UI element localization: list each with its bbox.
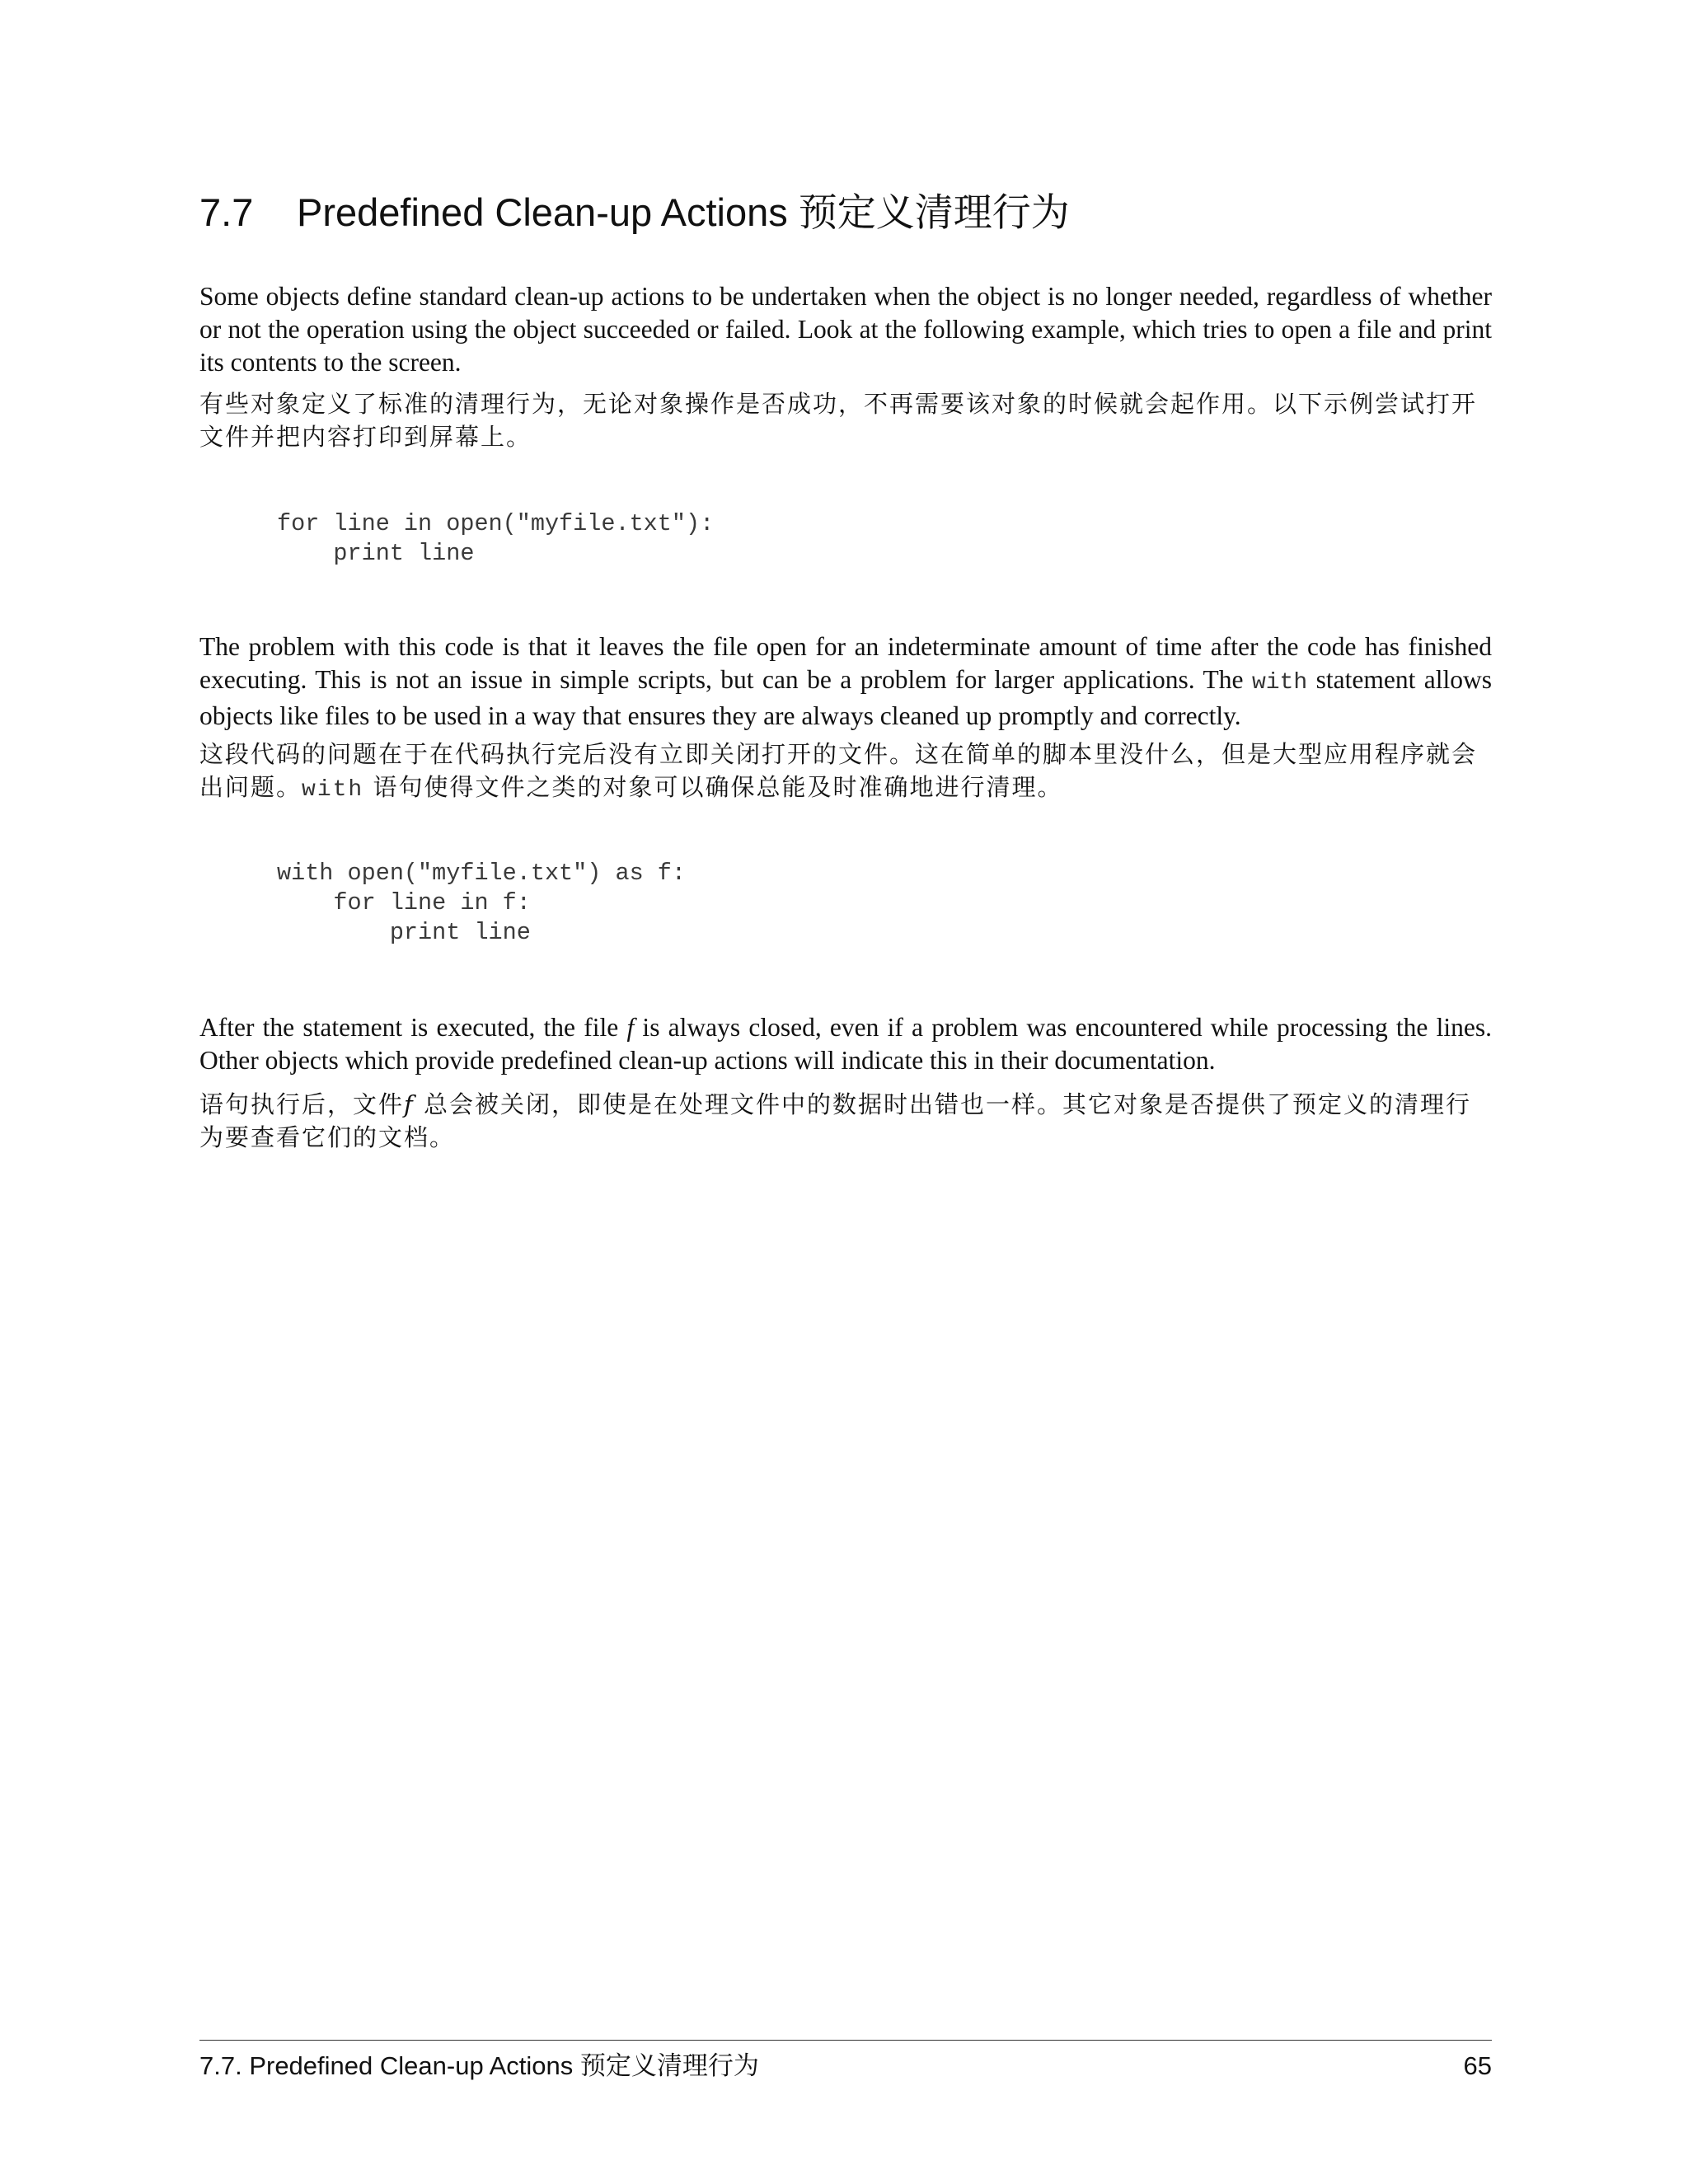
paragraph-intro-zh: 有些对象定义了标准的清理行为，无论对象操作是否成功，不再需要该对象的时候就会起作用。以下示例尝试打开文件并把内容打印到屏幕上。: [199, 390, 1478, 451]
code-block-open-file: for line in open("myfile.txt"): print line: [277, 510, 715, 567]
section-heading: [199, 188, 1070, 237]
footer-divider: [199, 2040, 1492, 2041]
code-block-with-statement: with open("myfile.txt") as f: for line in f: print line: [277, 860, 686, 946]
with-keyword: with: [1251, 670, 1308, 696]
file-variable: f: [626, 1013, 635, 1042]
closing-text-end: is always closed, even if a problem was encountered while processing the lines. Other objects which provide predefined clean-up actions will indicate this in their documentation.: [199, 1013, 1492, 1075]
closing-zh-end: 总会被关闭，即使是在处理文件中的数据时出错也一样。其它对象是否提供了预定义的清理行为要查看它们的文档。: [199, 1090, 1471, 1151]
problem-zh-start: 这段代码的问题在于在代码执行完后没有立即关闭打开的文件。这在简单的脚本里没什么，但是大型应用程序就会出问题。: [199, 740, 1478, 801]
paragraph-problem-en: [199, 630, 1492, 733]
with-keyword-zh: with: [302, 777, 364, 803]
problem-text-end: statement allows objects like files to be used in a way that ensures they are always cleaned up promptly and correctly.: [199, 665, 1492, 730]
paragraph-closing-en: [199, 1011, 1492, 1077]
closing-zh-start: 语句执行后，文件: [199, 1090, 405, 1118]
section-title: Predefined Clean-up Actions 预定义清理行为: [297, 190, 1070, 234]
page-number: 65: [1463, 2051, 1492, 2080]
paragraph-closing-zh: [199, 1088, 1492, 1154]
paragraph-problem-zh: [199, 738, 1492, 807]
footer-section-title: 7.7. Predefined Clean-up Actions 预定义清理行为: [199, 2051, 759, 2080]
section-number: 7.7: [199, 190, 254, 234]
file-variable-zh: f: [404, 1090, 415, 1118]
paragraph-intro-en: Some objects define standard clean-up actions to be undertaken when the object is no longer needed, regardless of whether or not the operation using the object succeeded or failed. Look at the following example, which tries to open a file and print its contents to the screen.: [199, 282, 1492, 377]
problem-text-start: The problem with this code is that it leaves the file open for an indeterminate amount of time after the code has finished executing. This is not an issue in simple scripts, but can be a problem for larger applications. The: [199, 632, 1492, 694]
problem-zh-end: 语句使得文件之类的对象可以确保总能及时准确地进行清理。: [363, 773, 1063, 801]
document-page: [199, 0, 1492, 2184]
closing-text-start: After the statement is executed, the file: [199, 1013, 627, 1042]
